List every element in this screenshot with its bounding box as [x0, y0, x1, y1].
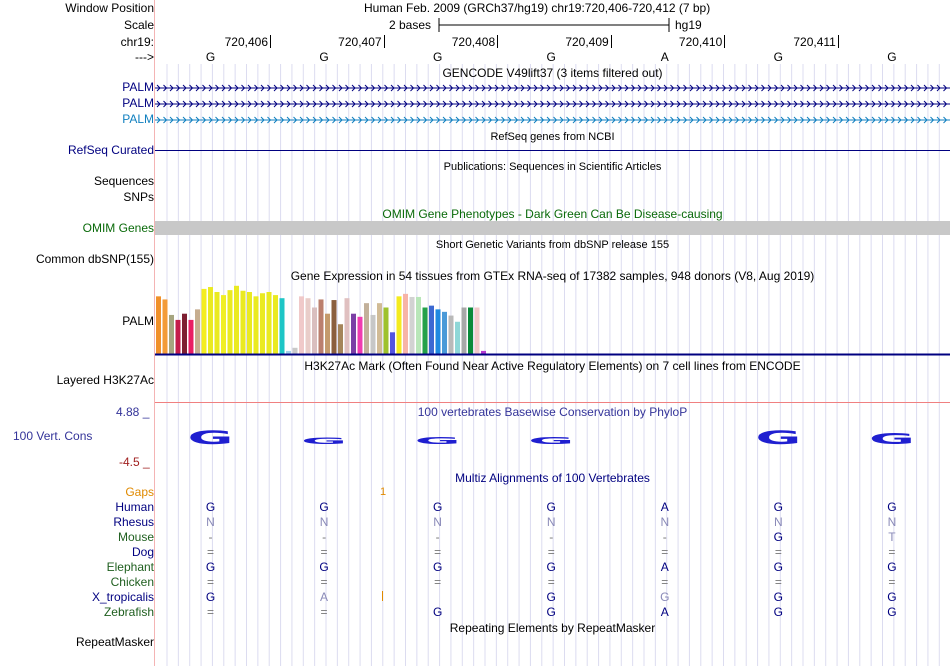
gtex-tissue-bar [325, 314, 330, 354]
sequence-base: G [319, 50, 329, 64]
gtex-tissue-bar [299, 296, 304, 354]
alignment-base: G [319, 560, 329, 574]
alignment-base: G [432, 500, 443, 514]
gtex-tissue-bar [384, 308, 389, 355]
species-label[interactable]: Dog [131, 545, 154, 559]
h3k27ac-track-label[interactable]: Layered H3K27Ac [56, 373, 154, 387]
position-tick-label: 720,411 [793, 35, 836, 49]
position-tick-label: 720,409 [565, 35, 609, 49]
gtex-tissue-bar [241, 291, 246, 354]
omim-phenotype-bar[interactable] [155, 221, 950, 235]
alignment-base: G [432, 560, 443, 574]
alignment-base: G [887, 560, 897, 574]
gtex-expression-chart[interactable] [155, 284, 950, 356]
gtex-tissue-bar [423, 308, 428, 355]
chrom-label: chr19: [120, 35, 154, 49]
alignment-base: G [546, 500, 556, 514]
gencode-item-label[interactable]: PALM [122, 96, 154, 110]
alignment-base: = [320, 545, 328, 559]
species-label[interactable]: Human [115, 500, 154, 514]
position-tick-label: 720,406 [224, 35, 268, 49]
alignment-base: = [888, 575, 896, 589]
alignment-base: = [661, 575, 669, 589]
position-tick-label: 720,408 [451, 35, 496, 49]
alignment-base: G [205, 560, 216, 574]
gtex-tissue-bar [338, 324, 343, 354]
gtex-tissue-bar [228, 290, 233, 354]
gtex-tissue-bar [156, 296, 161, 354]
phylop-base-glyph: G [414, 435, 461, 447]
gtex-tissue-bar [351, 314, 356, 354]
phylop-track-title: 100 vertebrates Basewise Conservation by PhyloP [417, 405, 688, 419]
gtex-tissue-bar [475, 308, 480, 355]
alignment-base: G [887, 590, 897, 604]
alignment-base: - [549, 530, 554, 544]
scale-bar [438, 17, 670, 33]
omim-track-label[interactable]: OMIM Genes [82, 221, 154, 235]
sequence-base: G [432, 50, 443, 64]
phylop-base-glyph: G [187, 426, 234, 449]
alignment-base: G [205, 500, 216, 514]
alignment-base: = [547, 545, 555, 559]
publications-track-title: Publications: Sequences in Scientific Articles [443, 161, 662, 173]
gtex-tissue-bar [468, 308, 473, 355]
gtex-tissue-bar [215, 292, 220, 354]
species-label[interactable]: Chicken [110, 575, 154, 589]
gtex-tissue-bar [163, 299, 168, 354]
alignment-base: G [887, 500, 897, 514]
gtex-tissue-bar [462, 308, 467, 355]
refseq-track-title: RefSeq genes from NCBI [490, 131, 615, 143]
repeatmasker-track-title: Repeating Elements by RepeatMasker [449, 621, 656, 635]
h3k27ac-track-title: H3K27Ac Mark (Often Found Near Active Regulatory Elements) on 7 cell lines from ENCODE [304, 359, 801, 373]
gtex-tissue-bar [371, 315, 376, 354]
alignment-base: N [546, 515, 556, 529]
gtex-tissue-bar [189, 320, 194, 354]
sequence-base: G [205, 50, 216, 64]
species-label[interactable]: Elephant [106, 560, 154, 574]
dbsnp-track-label[interactable]: Common dbSNP(155) [35, 252, 154, 266]
alignment-base: G [773, 590, 784, 604]
position-tick [270, 35, 271, 48]
alignment-base: A [320, 590, 329, 604]
window-position-label: Window Position [65, 1, 154, 15]
refseq-gene-line[interactable] [155, 150, 950, 151]
gencode-item-label[interactable]: PALM [122, 112, 154, 126]
sequence-base: A [660, 50, 669, 64]
alignment-base: G [205, 590, 216, 604]
position-tick-label: 720,407 [338, 35, 382, 49]
alignment-base: G [660, 590, 670, 604]
publications-sequences-label[interactable]: Sequences [93, 174, 154, 188]
alignment-base: A [660, 605, 669, 619]
sequence-base: G [546, 50, 556, 64]
species-label[interactable]: Mouse [117, 530, 154, 544]
alignment-base: = [320, 605, 328, 619]
gtex-track-label[interactable]: PALM [122, 314, 154, 328]
alignment-base: N [206, 515, 215, 529]
alignment-base: = [547, 575, 555, 589]
alignment-base: = [774, 575, 782, 589]
h3k27ac-signal-line[interactable] [155, 402, 950, 403]
alignment-base: G [432, 605, 443, 619]
gtex-track-title: Gene Expression in 54 tissues from GTEx RNA-seq of 17382 samples, 948 donors (V8, Aug 2019) [290, 269, 815, 283]
gtex-tissue-bar [455, 322, 460, 354]
x-tropicalis-insertion-mark [382, 591, 383, 601]
sequence-base: G [773, 50, 784, 64]
position-tick [497, 35, 498, 48]
species-label[interactable]: X_tropicalis [91, 590, 154, 604]
gtex-tissue-bar [442, 312, 447, 354]
gtex-tissue-bar [306, 298, 311, 354]
gtex-tissue-bar [254, 296, 259, 354]
gtex-tissue-bar [449, 316, 454, 354]
gtex-tissue-bar [247, 292, 252, 354]
phylop-min-value: -4.5 _ [119, 455, 150, 469]
alignment-base: = [206, 545, 214, 559]
species-label[interactable]: Rhesus [113, 515, 154, 529]
gtex-tissue-bar [332, 300, 337, 354]
repeatmasker-track-label[interactable]: RepeatMasker [75, 635, 154, 649]
alignment-base: = [206, 605, 214, 619]
alignment-base: = [774, 545, 782, 559]
alignment-base: = [434, 545, 442, 559]
phylop-base-glyph: G [755, 426, 802, 449]
alignment-base: = [661, 545, 669, 559]
alignment-base: G [319, 500, 329, 514]
alignment-base: G [773, 605, 784, 619]
gtex-tissue-bar [176, 320, 181, 354]
alignment-base: A [660, 560, 669, 574]
gtex-tissue-bar [280, 298, 285, 354]
gtex-tissue-bar [345, 298, 350, 354]
alignment-base: - [322, 530, 327, 544]
gtex-tissue-bar [319, 299, 324, 354]
gtex-tissue-bar [397, 296, 402, 354]
alignment-base: N [887, 515, 897, 529]
scale-assembly: hg19 [675, 18, 702, 32]
gtex-tissue-bar [436, 309, 441, 354]
gtex-tissue-bar [403, 294, 408, 354]
gtex-tissue-bar [267, 292, 272, 354]
alignment-base: - [435, 530, 440, 544]
alignment-base: N [433, 515, 442, 529]
alignment-base: - [208, 530, 213, 544]
alignment-base: G [546, 560, 556, 574]
phylop-conservation-logo[interactable] [155, 420, 950, 460]
gtex-tissue-bar [182, 314, 187, 354]
scale-label: Scale [123, 18, 154, 32]
alignment-base: N [774, 515, 783, 529]
alignment-base: T [888, 530, 896, 544]
gtex-tissue-bar [169, 315, 174, 354]
gencode-gene-models[interactable] [155, 80, 950, 128]
alignment-base: = [434, 575, 442, 589]
alignment-base: = [206, 575, 214, 589]
sequence-base: G [887, 50, 897, 64]
alignment-base: G [546, 605, 556, 619]
alignment-base: = [888, 545, 896, 559]
alignment-base: = [320, 575, 328, 589]
gtex-tissue-bar [312, 308, 317, 355]
phylop-base-glyph: G [301, 435, 348, 447]
phylop-max-value: 4.88 _ [116, 405, 150, 419]
alignment-base: N [660, 515, 670, 529]
gencode-track-title: GENCODE V49lift37 (3 items filtered out) [442, 66, 663, 80]
position-tick-label: 720,410 [678, 35, 723, 49]
gtex-tissue-bar [202, 289, 207, 354]
gtex-tissue-bar [390, 332, 395, 354]
omim-track-title: OMIM Gene Phenotypes - Dark Green Can Be Disease-causing [382, 207, 723, 221]
alignment-base: G [887, 605, 897, 619]
gtex-tissue-bar [429, 306, 434, 354]
alignment-base: G [773, 560, 784, 574]
window-position-value: Human Feb. 2009 (GRCh37/hg19) chr19:720,406-720,412 (7 bp) [364, 1, 711, 15]
phylop-base-glyph: G [868, 430, 915, 448]
gtex-tissue-bar [234, 286, 239, 354]
gaps-label[interactable]: Gaps [125, 485, 154, 499]
position-tick [838, 35, 839, 48]
alignment-base: N [319, 515, 329, 529]
species-label[interactable]: Zebrafish [103, 605, 154, 619]
position-tick [724, 35, 725, 48]
alignment-base: G [773, 530, 784, 544]
gtex-tissue-bar [416, 297, 421, 354]
gtex-tissue-bar [293, 348, 298, 354]
gtex-tissue-bar [195, 309, 200, 354]
gtex-tissue-bar [358, 317, 363, 354]
phylop-base-glyph: G [528, 435, 575, 447]
gtex-tissue-bar [364, 303, 369, 354]
position-tick [611, 35, 612, 48]
gtex-tissue-bar [208, 287, 213, 354]
gaps-mark: 1 [380, 486, 387, 498]
strand-label: ---> [135, 50, 154, 64]
gtex-tissue-bar [260, 293, 265, 354]
alignment-base: G [546, 590, 556, 604]
refseq-track-label[interactable]: RefSeq Curated [67, 143, 154, 157]
position-tick [384, 35, 385, 48]
scale-value: 2 bases [389, 18, 432, 32]
alignment-base: A [660, 500, 669, 514]
publications-snps-label[interactable]: SNPs [123, 190, 154, 204]
phylop-track-label[interactable]: 100 Vert. Cons [13, 429, 93, 443]
alignment-base: G [773, 500, 784, 514]
gencode-item-label[interactable]: PALM [122, 80, 154, 94]
gtex-tissue-bar [221, 295, 226, 354]
gtex-tissue-bar [410, 297, 415, 354]
gtex-tissue-bar [273, 295, 278, 354]
multiz-track-title: Multiz Alignments of 100 Vertebrates [455, 471, 650, 485]
gtex-tissue-bar [377, 303, 382, 354]
alignment-base: - [662, 530, 667, 544]
dbsnp-track-title: Short Genetic Variants from dbSNP release 155 [435, 239, 670, 251]
